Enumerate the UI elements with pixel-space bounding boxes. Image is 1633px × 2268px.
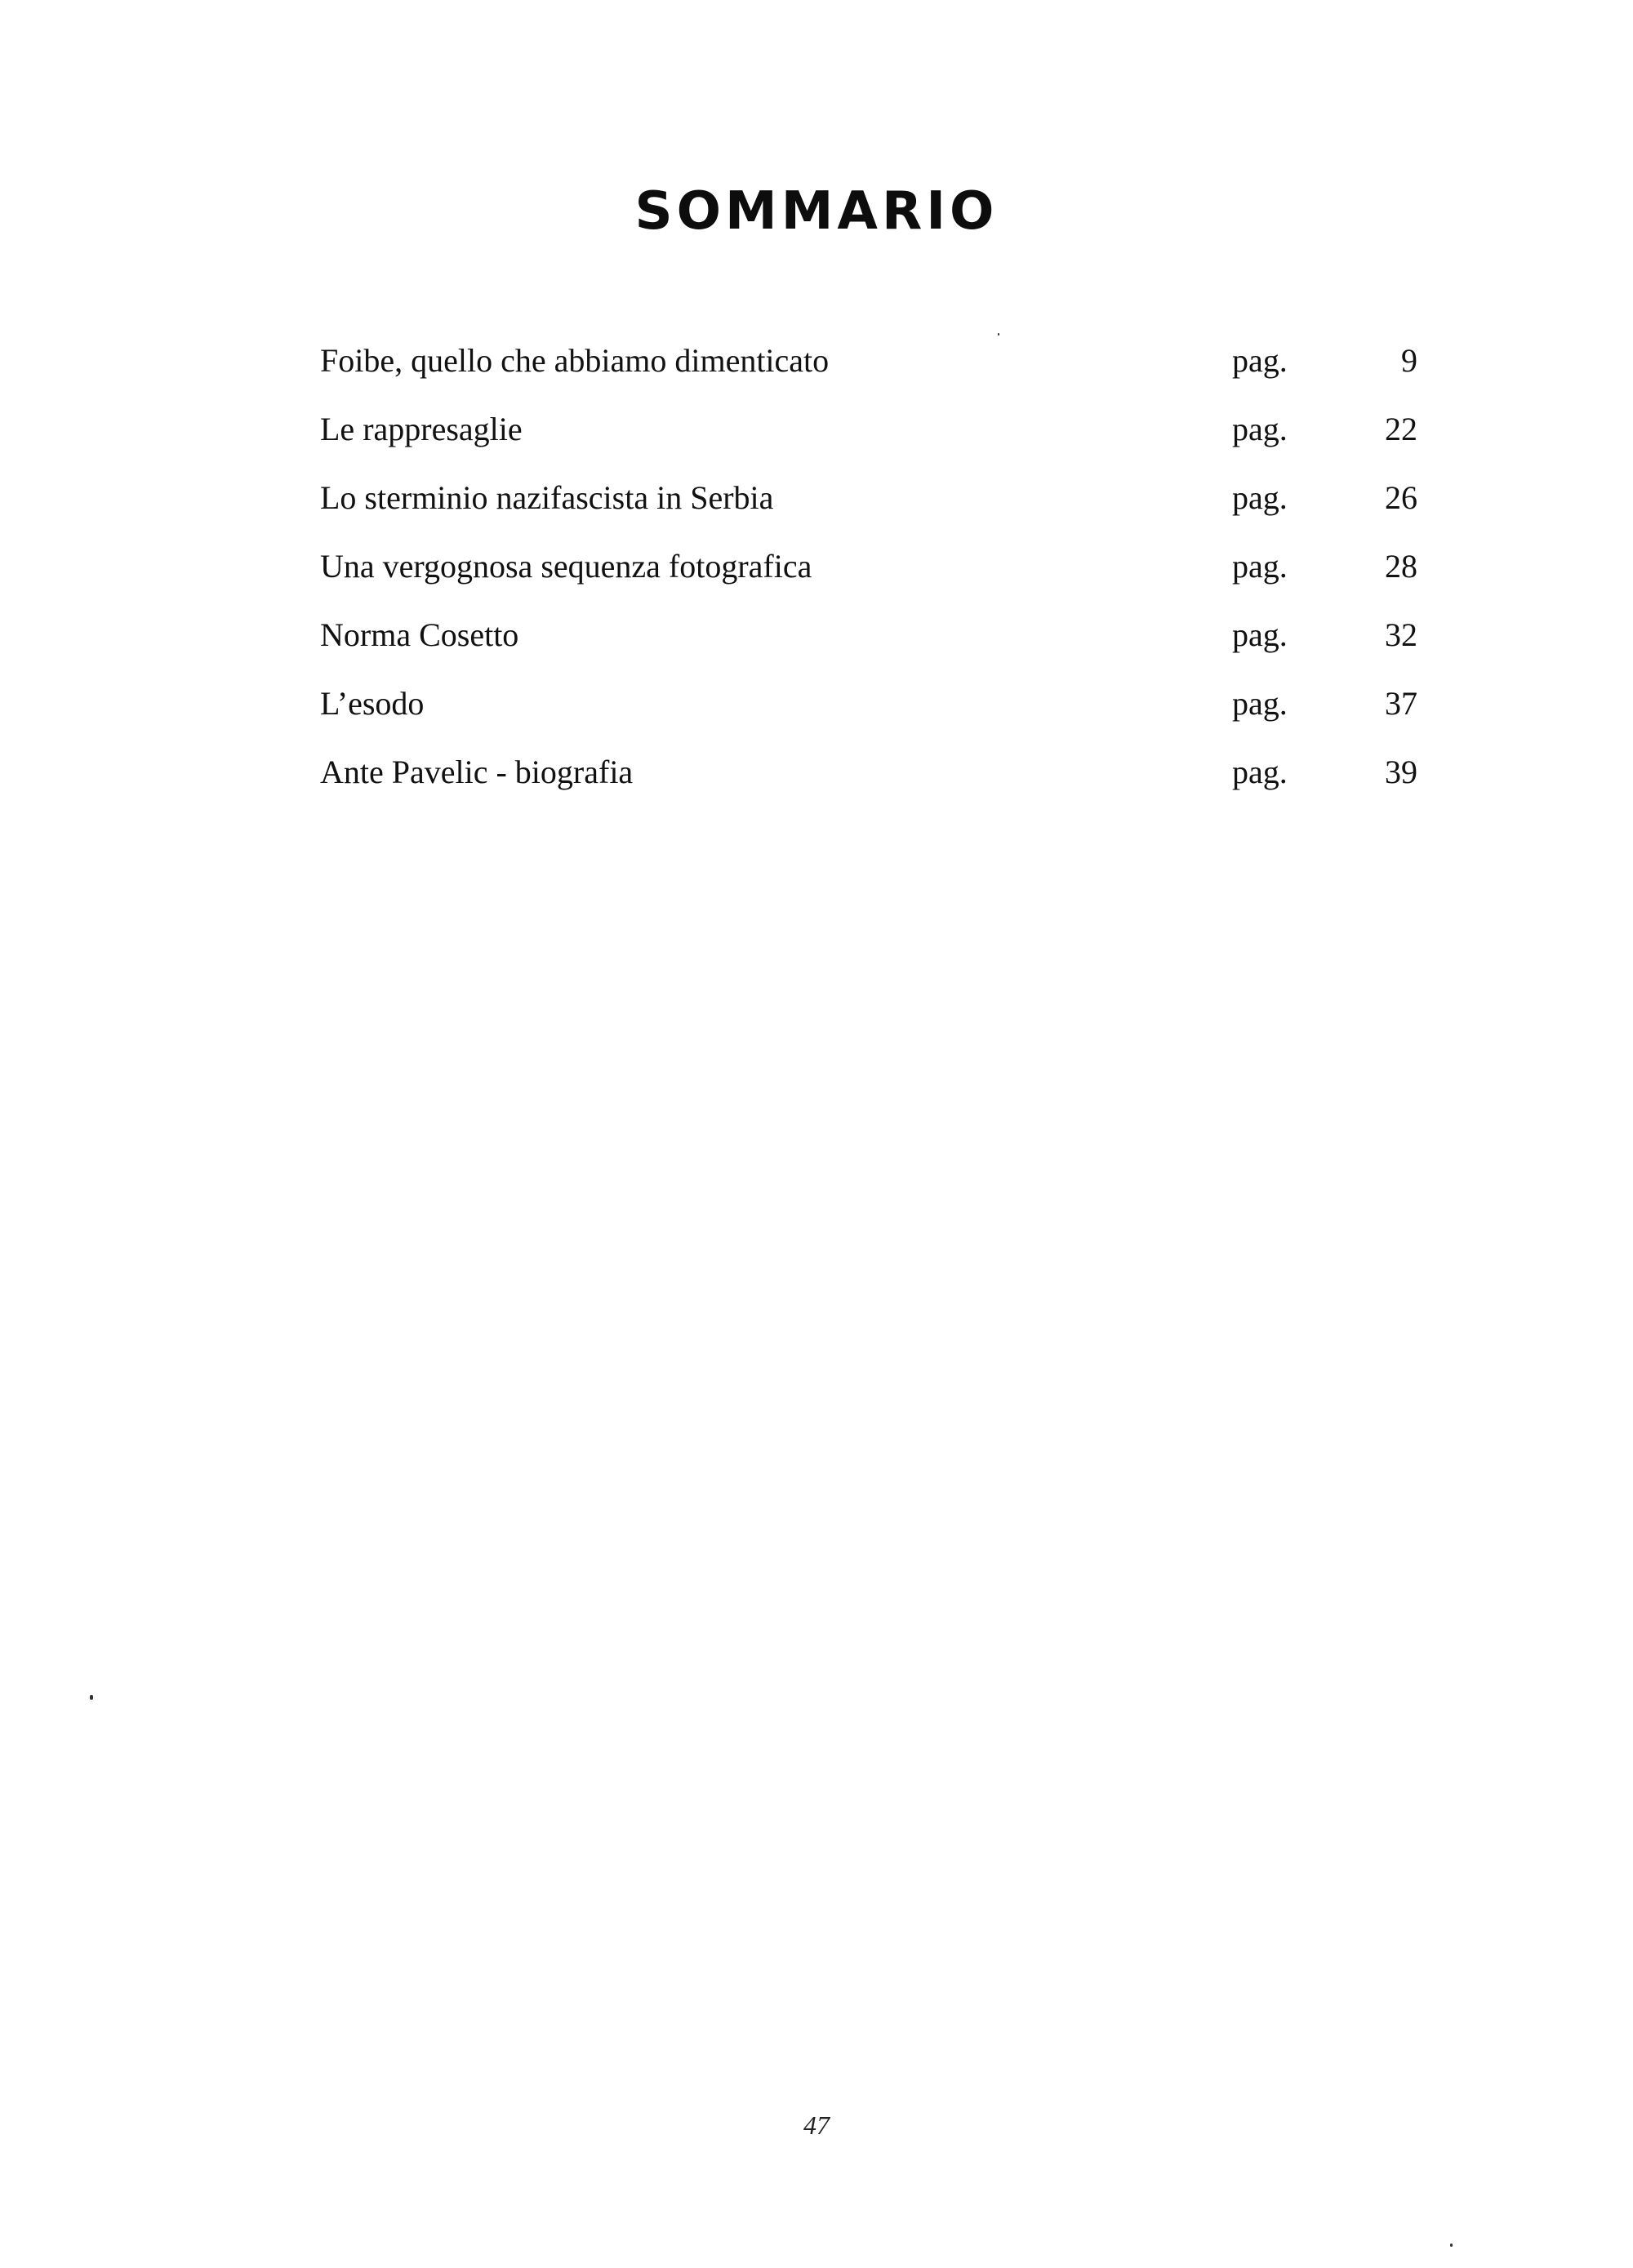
toc-entry-page-prefix: pag. — [1232, 548, 1288, 585]
toc-entry-page-prefix: pag. — [1232, 685, 1288, 722]
toc-entry-page-number: 32 — [1385, 616, 1417, 653]
toc-entry-page-number: 28 — [1385, 548, 1417, 585]
toc-entry-title: Le rappresaglie — [320, 411, 523, 447]
toc-entry-page-number: 26 — [1385, 479, 1417, 516]
toc-entry-page-number: 37 — [1385, 685, 1417, 722]
toc-entry-page-number: 9 — [1401, 342, 1417, 379]
toc-entry-page-prefix: pag. — [1232, 479, 1288, 516]
toc-entry-title: Foibe, quello che abbiamo dimenticato — [320, 342, 830, 379]
toc-entry-page-prefix: pag. — [1232, 616, 1288, 653]
scan-speck — [998, 333, 999, 336]
toc-entry-title: Lo sterminio nazifascista in Serbia — [320, 479, 774, 516]
page-number: 47 — [803, 2110, 830, 2140]
page-title: SOMMARIO — [634, 181, 999, 242]
toc-entry-page-prefix: pag. — [1232, 754, 1288, 790]
toc-entry — [320, 327, 1447, 395]
toc-entry — [320, 738, 1447, 807]
scan-speck — [90, 1695, 93, 1700]
toc-entry-page-number: 39 — [1385, 754, 1417, 790]
toc-entry — [320, 669, 1447, 738]
toc-entry-title: L’esodo — [320, 685, 425, 722]
toc-entry — [320, 601, 1447, 669]
toc-entry — [320, 395, 1447, 464]
toc-entry-page-prefix: pag. — [1232, 342, 1288, 379]
toc-entry-title: Norma Cosetto — [320, 616, 519, 653]
toc-entry-title: Una vergognosa sequenza fotografica — [320, 548, 812, 585]
scan-speck — [1450, 2244, 1453, 2247]
toc-entry — [320, 464, 1447, 532]
toc-entry-page-prefix: pag. — [1232, 411, 1288, 447]
toc-entry-title: Ante Pavelic - biografia — [320, 754, 634, 790]
table-of-contents — [320, 327, 1447, 807]
toc-entry — [320, 532, 1447, 601]
toc-entry-page-number: 22 — [1385, 411, 1417, 447]
